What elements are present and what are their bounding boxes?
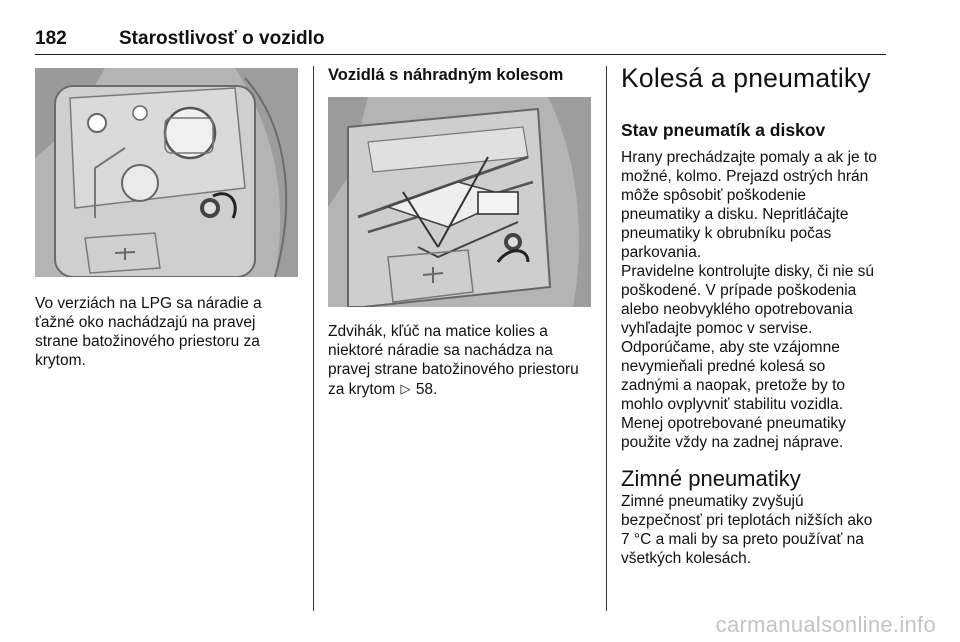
section-heading-winter-tyres: Zimné pneumatiky <box>621 466 801 491</box>
text-line: zadnými a naopak, pretože by to <box>621 377 846 394</box>
column-divider-right <box>606 66 607 611</box>
chapter-title: Starostlivosť o vozidlo <box>119 28 325 49</box>
text-line: bezpečnosť pri teplotách nižších ako <box>621 512 873 529</box>
text-line: alebo neobvyklého opotrebovania <box>621 301 853 318</box>
text-line: Zimné pneumatiky zvyšujú <box>621 493 804 510</box>
column-divider-left <box>313 66 314 611</box>
text-line: Pravidelne kontrolujte disky, či nie sú <box>621 263 875 280</box>
trunk-side-compartment-illustration <box>35 68 298 277</box>
section-heading-tyre-condition: Stav pneumatík a diskov <box>621 120 826 140</box>
paragraph-check-rims <box>621 262 921 338</box>
text-line: poškodené. V prípade poškodenia <box>621 282 857 299</box>
text-line: všetkých kolesách. <box>621 550 752 567</box>
text-line: 7 °C a mali by sa preto používať na <box>621 531 864 548</box>
text-line: Odporúčame, aby ste vzájomne <box>621 339 840 356</box>
caption-line: Vo verziách na LPG sa náradie a <box>35 295 262 312</box>
caption-line: za krytom <box>328 381 396 398</box>
text-line: možné, kolmo. Prejazd ostrých hrán <box>621 168 869 185</box>
caption-line: pravej strane batožinového priestoru <box>328 361 579 378</box>
page-reference-link[interactable]: 58. <box>415 381 438 398</box>
paragraph-tyre-edges <box>621 148 921 262</box>
text-line: Hrany prechádzajte pomaly a ak je to <box>621 149 877 166</box>
text-line: môže spôsobiť poškodenie <box>621 187 807 204</box>
page-reference-triangle-icon[interactable]: ▷ <box>400 381 411 396</box>
text-line: nevymieňali predné kolesá so <box>621 358 826 375</box>
caption-line: niektoré náradie sa nachádza na <box>328 342 553 359</box>
text-line: pneumatiky k obrubníku počas <box>621 225 832 242</box>
watermark: carmanualsonline.info <box>715 612 936 637</box>
text-line: použite vždy na zadnej náprave. <box>621 434 844 451</box>
caption-line: Zdvihák, kľúč na matice kolies a <box>328 323 548 340</box>
caption-line: ťažné oko nachádzajú na pravej <box>35 314 256 331</box>
jack-and-tools-illustration <box>328 97 591 307</box>
left-caption <box>35 294 305 370</box>
text-line: parkovania. <box>621 244 702 261</box>
page-number: 182 <box>35 28 67 49</box>
middle-caption <box>328 322 598 399</box>
section-title-wheels-tyres: Kolesá a pneumatiky <box>621 63 871 93</box>
text-line: vyhľadajte pomoc v servise. <box>621 320 813 337</box>
paragraph-swap-wheels <box>621 338 921 452</box>
text-line: mohlo ovplyvniť stabilitu vozidla. <box>621 396 844 413</box>
paragraph-winter-tyres <box>621 492 921 568</box>
text-line: Menej opotrebované pneumatiky <box>621 415 846 432</box>
page-header <box>35 28 886 55</box>
section-heading-spare-wheel: Vozidlá s náhradným kolesom <box>328 66 564 84</box>
text-line: pneumatiky a disku. Nepritláčajte <box>621 206 849 223</box>
caption-line: strane batožinového priestoru za <box>35 333 260 350</box>
caption-line: krytom. <box>35 352 86 369</box>
